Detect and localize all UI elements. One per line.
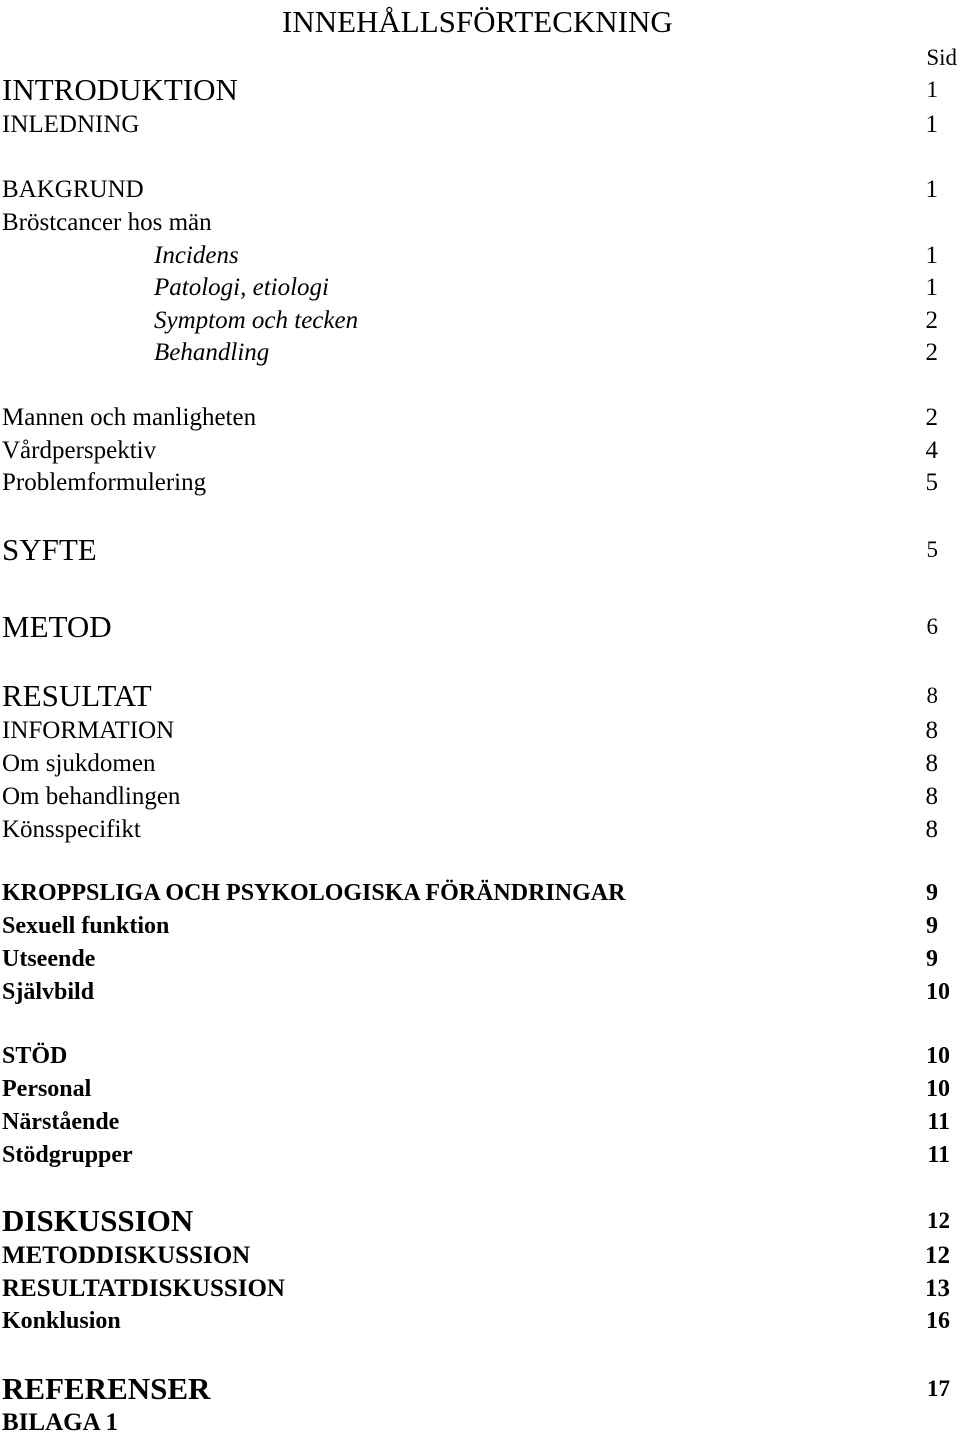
- toc-entry-page: 11: [927, 1109, 950, 1135]
- toc-entry-label: Bröstcancer hos män: [2, 209, 212, 236]
- toc-entry-label: BILAGA 1: [2, 1409, 119, 1436]
- toc-entry-label: RESULTAT: [2, 678, 152, 713]
- toc-entry-label: METODDISKUSSION: [2, 1242, 251, 1269]
- toc-entry-label: Om behandlingen: [2, 783, 181, 810]
- toc-entry-label: Utseende: [2, 946, 96, 972]
- toc-entry-page: 4: [925, 437, 938, 464]
- toc-entry-page: 8: [925, 717, 938, 744]
- toc-entry-page: 10: [926, 979, 950, 1005]
- toc-entry-page: 8: [925, 783, 938, 810]
- toc-entry-page: 11: [927, 1142, 950, 1168]
- toc-entry-page: 16: [926, 1308, 950, 1334]
- toc-entry-label: Sexuell funktion: [2, 913, 170, 939]
- toc-entry-label: METOD: [2, 609, 112, 644]
- toc-entry-label: Vårdperspektiv: [2, 437, 157, 464]
- toc-entry-label: INLEDNING: [2, 111, 140, 138]
- toc-entry-label: Personal: [2, 1076, 92, 1102]
- toc-entry-page: 10: [926, 1076, 950, 1102]
- toc-entry-page: 1: [925, 242, 938, 269]
- toc-entry-label: STÖD: [2, 1043, 68, 1069]
- toc-entry-page: 17: [927, 1376, 950, 1401]
- toc-entry-page: 12: [925, 1242, 950, 1269]
- toc-entry-label: RESULTATDISKUSSION: [2, 1275, 285, 1302]
- toc-entry-page: 1: [925, 274, 938, 301]
- toc-entry-label: Könsspecifikt: [2, 816, 141, 843]
- toc-entry-page: 9: [926, 880, 938, 906]
- toc-entry-label: Patologi, etiologi: [154, 274, 329, 301]
- toc-entry-label: SYFTE: [2, 532, 97, 567]
- toc-entry-label: Incidens: [154, 242, 239, 269]
- toc-entry-label: Närstående: [2, 1109, 120, 1135]
- toc-entry-label: BAKGRUND: [2, 176, 144, 203]
- toc-entry-label: Självbild: [2, 979, 95, 1005]
- page-column-header: Sid: [926, 45, 957, 70]
- toc-entry-label: INTRODUKTION: [2, 72, 238, 107]
- toc-entry-page: 2: [925, 404, 938, 431]
- toc-entry-label: KROPPSLIGA OCH PSYKOLOGISKA FÖRÄNDRINGAR: [2, 880, 626, 906]
- toc-entry-page: 1: [925, 176, 938, 203]
- toc-entry-label: Mannen och manligheten: [2, 404, 257, 431]
- toc-entry-page: 9: [926, 946, 938, 972]
- toc-entry-label: INFORMATION: [2, 717, 175, 744]
- toc-entry-page: 5: [925, 469, 938, 496]
- toc-entry-page: 8: [926, 683, 938, 708]
- toc-entry-page: 10: [926, 1043, 950, 1069]
- toc-entry-page: 12: [927, 1208, 950, 1233]
- toc-entry-page: 2: [925, 339, 938, 366]
- toc-entry-label: Stödgrupper: [2, 1142, 133, 1168]
- toc-entry-page: 1: [926, 77, 938, 102]
- toc-entry-label: Konklusion: [2, 1308, 121, 1334]
- toc-entry-label: Om sjukdomen: [2, 750, 156, 777]
- toc-entry-page: 2: [925, 307, 938, 334]
- toc-entry-label: REFERENSER: [2, 1371, 211, 1406]
- toc-entry-page: 8: [925, 750, 938, 777]
- page-title: INNEHÅLLSFÖRTECKNING: [282, 4, 673, 39]
- toc-entry-label: Behandling: [154, 339, 270, 366]
- toc-entry-page: 1: [925, 111, 938, 138]
- toc-entry-page: 13: [925, 1275, 950, 1302]
- toc-entry-label: Symptom och tecken: [154, 307, 359, 334]
- toc-entry-page: 9: [926, 913, 938, 939]
- toc-entry-page: 5: [926, 537, 938, 562]
- toc-entry-page: 8: [925, 816, 938, 843]
- toc-entry-label: Problemformulering: [2, 469, 207, 496]
- toc-entry-page: 6: [926, 614, 938, 639]
- toc-entry-label: DISKUSSION: [2, 1203, 194, 1238]
